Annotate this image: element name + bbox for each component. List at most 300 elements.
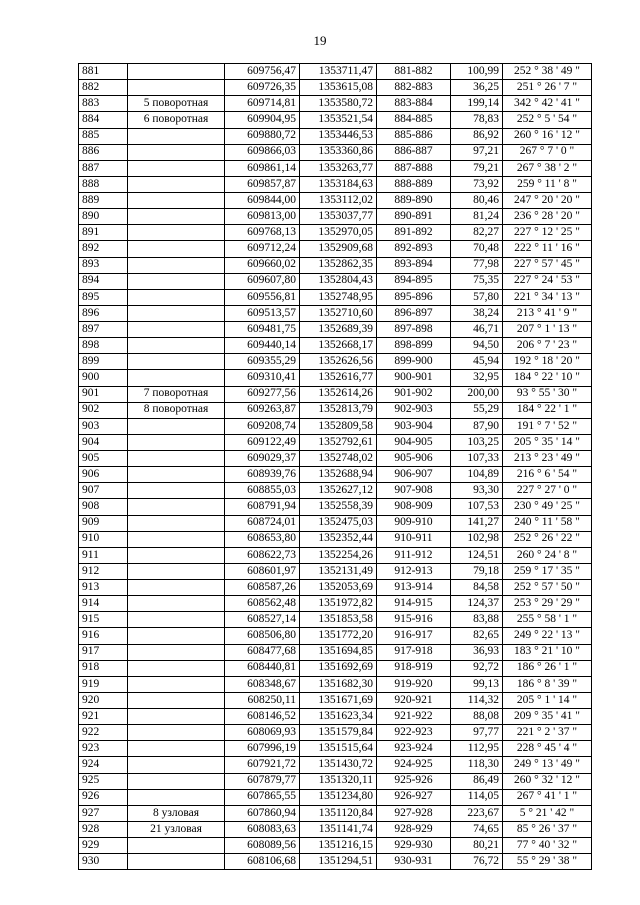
length-cell: 86,49 [451, 773, 503, 789]
table-row [79, 96, 592, 112]
point-number-cell: 920 [79, 692, 128, 708]
point-type-cell [128, 483, 225, 499]
point-number-cell: 894 [79, 273, 128, 289]
point-number-cell: 926 [79, 789, 128, 805]
point-type-cell [128, 660, 225, 676]
bearing-cell: 227 ° 12 ' 25 " [503, 225, 592, 241]
segment-cell: 886-887 [377, 144, 451, 160]
point-number-cell: 898 [79, 338, 128, 354]
point-number-cell: 904 [79, 434, 128, 450]
point-type-cell [128, 725, 225, 741]
table-row [79, 644, 592, 660]
x-coordinate-cell: 609857,87 [225, 176, 300, 192]
table-row [79, 628, 592, 644]
y-coordinate-cell: 1352909,68 [300, 241, 377, 257]
point-type-cell [128, 676, 225, 692]
bearing-cell: 186 ° 8 ' 39 " [503, 676, 592, 692]
point-number-cell: 916 [79, 628, 128, 644]
segment-cell: 927-928 [377, 805, 451, 821]
y-coordinate-cell: 1353446,53 [300, 128, 377, 144]
length-cell: 92,72 [451, 660, 503, 676]
x-coordinate-cell: 608653,80 [225, 531, 300, 547]
bearing-cell: 216 ° 6 ' 54 " [503, 467, 592, 483]
length-cell: 32,95 [451, 370, 503, 386]
segment-cell: 895-896 [377, 289, 451, 305]
point-number-cell: 908 [79, 499, 128, 515]
x-coordinate-cell: 608146,52 [225, 709, 300, 725]
y-coordinate-cell: 1353521,54 [300, 112, 377, 128]
length-cell: 82,65 [451, 628, 503, 644]
point-number-cell: 888 [79, 176, 128, 192]
bearing-cell: 260 ° 32 ' 12 " [503, 773, 592, 789]
y-coordinate-cell: 1353360,86 [300, 144, 377, 160]
point-number-cell: 927 [79, 805, 128, 821]
bearing-cell: 342 ° 42 ' 41 " [503, 96, 592, 112]
segment-cell: 930-931 [377, 854, 451, 870]
segment-cell: 881-882 [377, 64, 451, 80]
segment-cell: 925-926 [377, 773, 451, 789]
point-type-cell [128, 547, 225, 563]
x-coordinate-cell: 609122,49 [225, 434, 300, 450]
segment-cell: 901-902 [377, 386, 451, 402]
y-coordinate-cell: 1351120,84 [300, 805, 377, 821]
point-number-cell: 905 [79, 451, 128, 467]
y-coordinate-cell: 1352748,95 [300, 289, 377, 305]
point-number-cell: 930 [79, 854, 128, 870]
x-coordinate-cell: 608506,80 [225, 628, 300, 644]
point-number-cell: 896 [79, 305, 128, 321]
point-number-cell: 892 [79, 241, 128, 257]
length-cell: 76,72 [451, 854, 503, 870]
length-cell: 73,92 [451, 176, 503, 192]
segment-cell: 920-921 [377, 692, 451, 708]
point-type-cell [128, 692, 225, 708]
point-type-cell [128, 628, 225, 644]
segment-cell: 916-917 [377, 628, 451, 644]
x-coordinate-cell: 609440,14 [225, 338, 300, 354]
table-row [79, 128, 592, 144]
length-cell: 82,27 [451, 225, 503, 241]
point-type-cell [128, 241, 225, 257]
x-coordinate-cell: 609029,37 [225, 451, 300, 467]
segment-cell: 929-930 [377, 838, 451, 854]
length-cell: 97,21 [451, 144, 503, 160]
x-coordinate-cell: 609768,13 [225, 225, 300, 241]
length-cell: 124,51 [451, 547, 503, 563]
y-coordinate-cell: 1351320,11 [300, 773, 377, 789]
point-type-cell [128, 741, 225, 757]
length-cell: 93,30 [451, 483, 503, 499]
table-row [79, 209, 592, 225]
x-coordinate-cell: 609660,02 [225, 257, 300, 273]
point-number-cell: 885 [79, 128, 128, 144]
length-cell: 114,32 [451, 692, 503, 708]
length-cell: 80,46 [451, 193, 503, 209]
segment-cell: 884-885 [377, 112, 451, 128]
table-row [79, 257, 592, 273]
segment-cell: 882-883 [377, 80, 451, 96]
length-cell: 99,13 [451, 676, 503, 692]
point-number-cell: 910 [79, 531, 128, 547]
x-coordinate-cell: 609880,72 [225, 128, 300, 144]
bearing-cell: 259 ° 11 ' 8 " [503, 176, 592, 192]
table-row [79, 515, 592, 531]
point-type-cell [128, 322, 225, 338]
y-coordinate-cell: 1352809,58 [300, 418, 377, 434]
bearing-cell: 252 ° 26 ' 22 " [503, 531, 592, 547]
coordinates-table [78, 63, 592, 870]
length-cell: 102,98 [451, 531, 503, 547]
x-coordinate-cell: 609904,95 [225, 112, 300, 128]
length-cell: 87,90 [451, 418, 503, 434]
point-type-cell [128, 531, 225, 547]
bearing-cell: 213 ° 41 ' 9 " [503, 305, 592, 321]
segment-cell: 906-907 [377, 467, 451, 483]
bearing-cell: 85 ° 26 ' 37 " [503, 821, 592, 837]
length-cell: 200,00 [451, 386, 503, 402]
table-row [79, 676, 592, 692]
point-type-cell: 8 узловая [128, 805, 225, 821]
table-row [79, 660, 592, 676]
table-row [79, 402, 592, 418]
table-row [79, 773, 592, 789]
segment-cell: 926-927 [377, 789, 451, 805]
x-coordinate-cell: 609607,80 [225, 273, 300, 289]
y-coordinate-cell: 1352748,02 [300, 451, 377, 467]
table-row [79, 563, 592, 579]
point-number-cell: 925 [79, 773, 128, 789]
length-cell: 107,53 [451, 499, 503, 515]
point-type-cell: 7 поворотная [128, 386, 225, 402]
bearing-cell: 260 ° 24 ' 8 " [503, 547, 592, 563]
bearing-cell: 186 ° 26 ' 1 " [503, 660, 592, 676]
point-type-cell [128, 257, 225, 273]
bearing-cell: 205 ° 35 ' 14 " [503, 434, 592, 450]
table-row [79, 757, 592, 773]
y-coordinate-cell: 1352475,03 [300, 515, 377, 531]
length-cell: 104,89 [451, 467, 503, 483]
length-cell: 124,37 [451, 596, 503, 612]
segment-cell: 883-884 [377, 96, 451, 112]
y-coordinate-cell: 1353711,47 [300, 64, 377, 80]
bearing-cell: 252 ° 38 ' 49 " [503, 64, 592, 80]
y-coordinate-cell: 1352804,43 [300, 273, 377, 289]
x-coordinate-cell: 609208,74 [225, 418, 300, 434]
point-number-cell: 889 [79, 193, 128, 209]
table-row [79, 160, 592, 176]
y-coordinate-cell: 1352688,94 [300, 467, 377, 483]
point-type-cell [128, 451, 225, 467]
segment-cell: 922-923 [377, 725, 451, 741]
table-row [79, 547, 592, 563]
bearing-cell: 253 ° 29 ' 29 " [503, 596, 592, 612]
length-cell: 77,98 [451, 257, 503, 273]
table-row [79, 338, 592, 354]
length-cell: 57,80 [451, 289, 503, 305]
bearing-cell: 77 ° 40 ' 32 " [503, 838, 592, 854]
y-coordinate-cell: 1352689,39 [300, 322, 377, 338]
x-coordinate-cell: 609556,81 [225, 289, 300, 305]
x-coordinate-cell: 609813,00 [225, 209, 300, 225]
length-cell: 94,50 [451, 338, 503, 354]
point-type-cell [128, 80, 225, 96]
length-cell: 118,30 [451, 757, 503, 773]
bearing-cell: 184 ° 22 ' 10 " [503, 370, 592, 386]
y-coordinate-cell: 1351972,82 [300, 596, 377, 612]
y-coordinate-cell: 1351579,84 [300, 725, 377, 741]
bearing-cell: 267 ° 41 ' 1 " [503, 789, 592, 805]
y-coordinate-cell: 1352710,60 [300, 305, 377, 321]
x-coordinate-cell: 609714,81 [225, 96, 300, 112]
x-coordinate-cell: 609861,14 [225, 160, 300, 176]
x-coordinate-cell: 607860,94 [225, 805, 300, 821]
segment-cell: 914-915 [377, 596, 451, 612]
length-cell: 84,58 [451, 580, 503, 596]
bearing-cell: 252 ° 57 ' 50 " [503, 580, 592, 596]
x-coordinate-cell: 609310,41 [225, 370, 300, 386]
x-coordinate-cell: 607865,55 [225, 789, 300, 805]
bearing-cell: 227 ° 24 ' 53 " [503, 273, 592, 289]
x-coordinate-cell: 609866,03 [225, 144, 300, 160]
point-number-cell: 912 [79, 563, 128, 579]
point-type-cell [128, 596, 225, 612]
x-coordinate-cell: 608083,63 [225, 821, 300, 837]
length-cell: 75,35 [451, 273, 503, 289]
length-cell: 100,99 [451, 64, 503, 80]
table-row [79, 709, 592, 725]
y-coordinate-cell: 1351623,34 [300, 709, 377, 725]
bearing-cell: 236 ° 28 ' 20 " [503, 209, 592, 225]
segment-cell: 913-914 [377, 580, 451, 596]
point-number-cell: 891 [79, 225, 128, 241]
y-coordinate-cell: 1351671,69 [300, 692, 377, 708]
y-coordinate-cell: 1353580,72 [300, 96, 377, 112]
x-coordinate-cell: 608562,48 [225, 596, 300, 612]
point-type-cell [128, 370, 225, 386]
y-coordinate-cell: 1351216,15 [300, 838, 377, 854]
x-coordinate-cell: 608348,67 [225, 676, 300, 692]
table-row [79, 741, 592, 757]
bearing-cell: 267 ° 7 ' 0 " [503, 144, 592, 160]
y-coordinate-cell: 1351141,74 [300, 821, 377, 837]
point-type-cell: 8 поворотная [128, 402, 225, 418]
x-coordinate-cell: 608089,56 [225, 838, 300, 854]
segment-cell: 900-901 [377, 370, 451, 386]
segment-cell: 924-925 [377, 757, 451, 773]
length-cell: 88,08 [451, 709, 503, 725]
length-cell: 80,21 [451, 838, 503, 854]
point-number-cell: 919 [79, 676, 128, 692]
bearing-cell: 252 ° 5 ' 54 " [503, 112, 592, 128]
length-cell: 81,24 [451, 209, 503, 225]
segment-cell: 928-929 [377, 821, 451, 837]
table-row [79, 612, 592, 628]
point-type-cell [128, 338, 225, 354]
bearing-cell: 183 ° 21 ' 10 " [503, 644, 592, 660]
bearing-cell: 228 ° 45 ' 4 " [503, 741, 592, 757]
bearing-cell: 247 ° 20 ' 20 " [503, 193, 592, 209]
segment-cell: 897-898 [377, 322, 451, 338]
segment-cell: 887-888 [377, 160, 451, 176]
bearing-cell: 227 ° 27 ' 0 " [503, 483, 592, 499]
x-coordinate-cell: 609844,00 [225, 193, 300, 209]
table-row [79, 64, 592, 80]
point-type-cell [128, 773, 225, 789]
point-number-cell: 881 [79, 64, 128, 80]
segment-cell: 896-897 [377, 305, 451, 321]
point-type-cell [128, 160, 225, 176]
table-row [79, 838, 592, 854]
point-type-cell [128, 128, 225, 144]
length-cell: 46,71 [451, 322, 503, 338]
table-row [79, 821, 592, 837]
point-type-cell [128, 709, 225, 725]
point-number-cell: 884 [79, 112, 128, 128]
table-row [79, 789, 592, 805]
segment-cell: 910-911 [377, 531, 451, 547]
y-coordinate-cell: 1352862,35 [300, 257, 377, 273]
table-row [79, 386, 592, 402]
bearing-cell: 227 ° 57 ' 45 " [503, 257, 592, 273]
length-cell: 199,14 [451, 96, 503, 112]
point-type-cell [128, 225, 225, 241]
bearing-cell: 184 ° 22 ' 1 " [503, 402, 592, 418]
table-row [79, 144, 592, 160]
table-row [79, 225, 592, 241]
bearing-cell: 213 ° 23 ' 49 " [503, 451, 592, 467]
y-coordinate-cell: 1353112,02 [300, 193, 377, 209]
point-number-cell: 923 [79, 741, 128, 757]
y-coordinate-cell: 1353263,77 [300, 160, 377, 176]
point-number-cell: 907 [79, 483, 128, 499]
point-type-cell [128, 854, 225, 870]
point-number-cell: 895 [79, 289, 128, 305]
point-type-cell [128, 418, 225, 434]
point-number-cell: 897 [79, 322, 128, 338]
point-type-cell [128, 176, 225, 192]
table-row [79, 370, 592, 386]
bearing-cell: 255 ° 58 ' 1 " [503, 612, 592, 628]
bearing-cell: 192 ° 18 ' 20 " [503, 354, 592, 370]
y-coordinate-cell: 1352970,05 [300, 225, 377, 241]
table-row [79, 112, 592, 128]
segment-cell: 905-906 [377, 451, 451, 467]
table-row [79, 725, 592, 741]
segment-cell: 892-893 [377, 241, 451, 257]
segment-cell: 894-895 [377, 273, 451, 289]
x-coordinate-cell: 609513,57 [225, 305, 300, 321]
point-number-cell: 893 [79, 257, 128, 273]
x-coordinate-cell: 608069,93 [225, 725, 300, 741]
point-number-cell: 899 [79, 354, 128, 370]
segment-cell: 899-900 [377, 354, 451, 370]
bearing-cell: 5 ° 21 ' 42 " [503, 805, 592, 821]
y-coordinate-cell: 1352668,17 [300, 338, 377, 354]
y-coordinate-cell: 1351682,30 [300, 676, 377, 692]
length-cell: 103,25 [451, 434, 503, 450]
point-number-cell: 902 [79, 402, 128, 418]
segment-cell: 918-919 [377, 660, 451, 676]
x-coordinate-cell: 609277,56 [225, 386, 300, 402]
point-number-cell: 900 [79, 370, 128, 386]
point-type-cell [128, 434, 225, 450]
point-number-cell: 929 [79, 838, 128, 854]
x-coordinate-cell: 608939,76 [225, 467, 300, 483]
y-coordinate-cell: 1352131,49 [300, 563, 377, 579]
segment-cell: 898-899 [377, 338, 451, 354]
table-row [79, 418, 592, 434]
x-coordinate-cell: 608855,03 [225, 483, 300, 499]
point-type-cell [128, 273, 225, 289]
table-row [79, 692, 592, 708]
y-coordinate-cell: 1352558,39 [300, 499, 377, 515]
point-type-cell [128, 467, 225, 483]
table-row [79, 434, 592, 450]
x-coordinate-cell: 608724,01 [225, 515, 300, 531]
bearing-cell: 222 ° 11 ' 16 " [503, 241, 592, 257]
bearing-cell: 209 ° 35 ' 41 " [503, 709, 592, 725]
table-row [79, 176, 592, 192]
segment-cell: 889-890 [377, 193, 451, 209]
length-cell: 141,27 [451, 515, 503, 531]
point-number-cell: 915 [79, 612, 128, 628]
point-number-cell: 918 [79, 660, 128, 676]
bearing-cell: 249 ° 13 ' 49 " [503, 757, 592, 773]
y-coordinate-cell: 1353615,08 [300, 80, 377, 96]
point-number-cell: 886 [79, 144, 128, 160]
length-cell: 78,83 [451, 112, 503, 128]
point-number-cell: 890 [79, 209, 128, 225]
y-coordinate-cell: 1351515,64 [300, 741, 377, 757]
page-number: 19 [313, 33, 327, 48]
segment-cell: 915-916 [377, 612, 451, 628]
x-coordinate-cell: 609355,29 [225, 354, 300, 370]
bearing-cell: 249 ° 22 ' 13 " [503, 628, 592, 644]
x-coordinate-cell: 607879,77 [225, 773, 300, 789]
bearing-cell: 267 ° 38 ' 2 " [503, 160, 592, 176]
y-coordinate-cell: 1351853,58 [300, 612, 377, 628]
y-coordinate-cell: 1353184,63 [300, 176, 377, 192]
segment-cell: 907-908 [377, 483, 451, 499]
bearing-cell: 259 ° 17 ' 35 " [503, 563, 592, 579]
segment-cell: 893-894 [377, 257, 451, 273]
segment-cell: 891-892 [377, 225, 451, 241]
bearing-cell: 206 ° 7 ' 23 " [503, 338, 592, 354]
x-coordinate-cell: 609756,47 [225, 64, 300, 80]
length-cell: 79,21 [451, 160, 503, 176]
x-coordinate-cell: 608250,11 [225, 692, 300, 708]
point-number-cell: 903 [79, 418, 128, 434]
table-row [79, 805, 592, 821]
point-number-cell: 921 [79, 709, 128, 725]
table-row [79, 580, 592, 596]
point-type-cell [128, 499, 225, 515]
x-coordinate-cell: 608527,14 [225, 612, 300, 628]
point-number-cell: 917 [79, 644, 128, 660]
bearing-cell: 207 ° 1 ' 13 " [503, 322, 592, 338]
point-type-cell [128, 644, 225, 660]
point-number-cell: 928 [79, 821, 128, 837]
table-row [79, 305, 592, 321]
y-coordinate-cell: 1351234,80 [300, 789, 377, 805]
length-cell: 36,93 [451, 644, 503, 660]
point-number-cell: 883 [79, 96, 128, 112]
point-number-cell: 909 [79, 515, 128, 531]
x-coordinate-cell: 609263,87 [225, 402, 300, 418]
point-type-cell [128, 209, 225, 225]
length-cell: 36,25 [451, 80, 503, 96]
table-row [79, 483, 592, 499]
